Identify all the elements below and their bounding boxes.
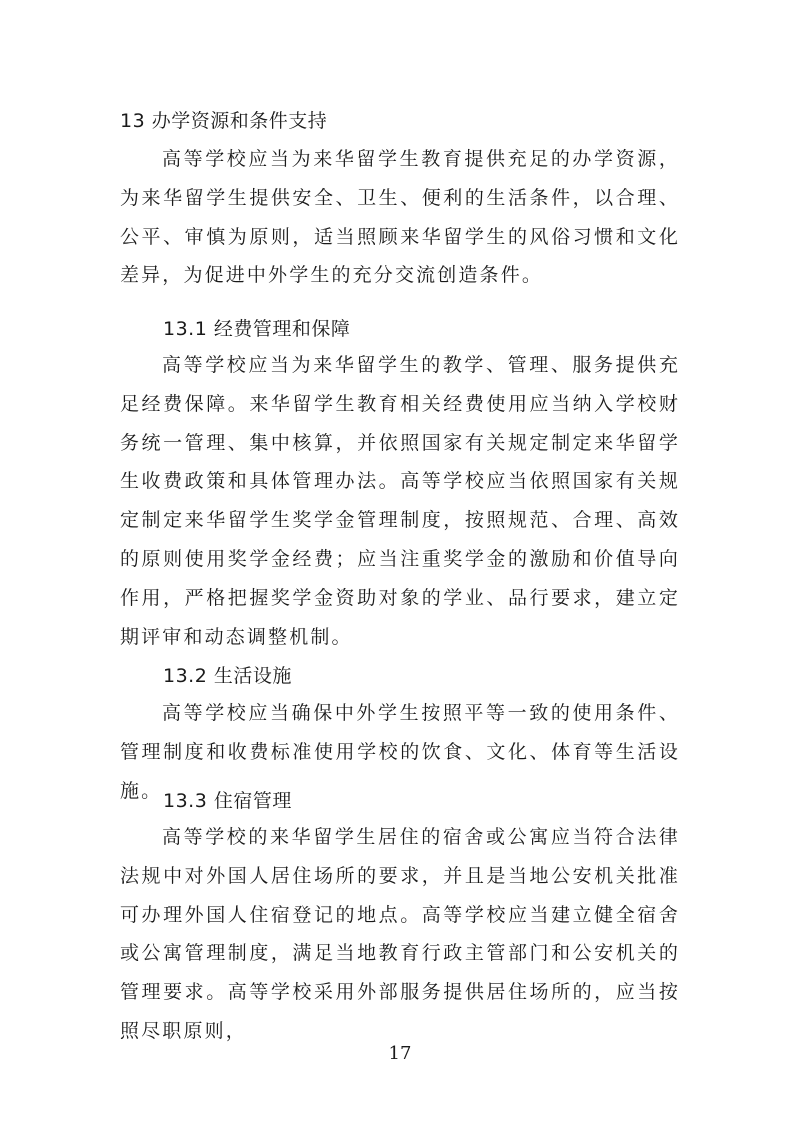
section-13-2-heading: 13.2 生活设施 [163, 665, 292, 687]
section-13-heading: 13 办学资源和条件支持 [120, 110, 328, 132]
section-13-1-paragraph: 高等学校应当为来华留学生的教学、管理、服务提供充足经费保障。来华留学生教育相关经费使用应当纳入学校财务统一管理、集中核算，并依照国家有关规定制定来华留学生收费政策和具体管理办法。高等学校应当依照国家有关规定制定来华留学生奖学金管理制度，按照规范、合理、高效的原则使用奖学金经费；应当注重奖学金的激励和价值导向作用，严格把握奖学金资助对象的学业、品行要求，建立定期评审和动态调整机制。 [120, 354, 680, 648]
section-13-1-heading: 13.1 经费管理和保障 [163, 318, 351, 340]
section-13-3-heading: 13.3 住宿管理 [163, 790, 292, 812]
section-13-3-paragraph: 高等学校的来华留学生居住的宿舍或公寓应当符合法律法规中对外国人居住场所的要求，并且是当地公安机关批准可办理外国人住宿登记的地点。高等学校应当建立健全宿舍或公寓管理制度，满足当地教育行政主管部门和公安机关的管理要求。高等学校采用外部服务提供居住场所的，应当按照尽职原则， [120, 826, 680, 1042]
section-13-2-paragraph: 高等学校应当确保中外学生按照平等一致的使用条件、管理制度和收费标准使用学校的饮食、文化、体育等生活设施。 [120, 702, 680, 802]
page-number: 17 [388, 1043, 412, 1064]
section-13-paragraph: 高等学校应当为来华留学生教育提供充足的办学资源，为来华留学生提供安全、卫生、便利的生活条件，以合理、公平、审慎为原则，适当照顾来华留学生的风俗习惯和文化差异，为促进中外学生的充分交流创造条件。 [120, 148, 680, 287]
